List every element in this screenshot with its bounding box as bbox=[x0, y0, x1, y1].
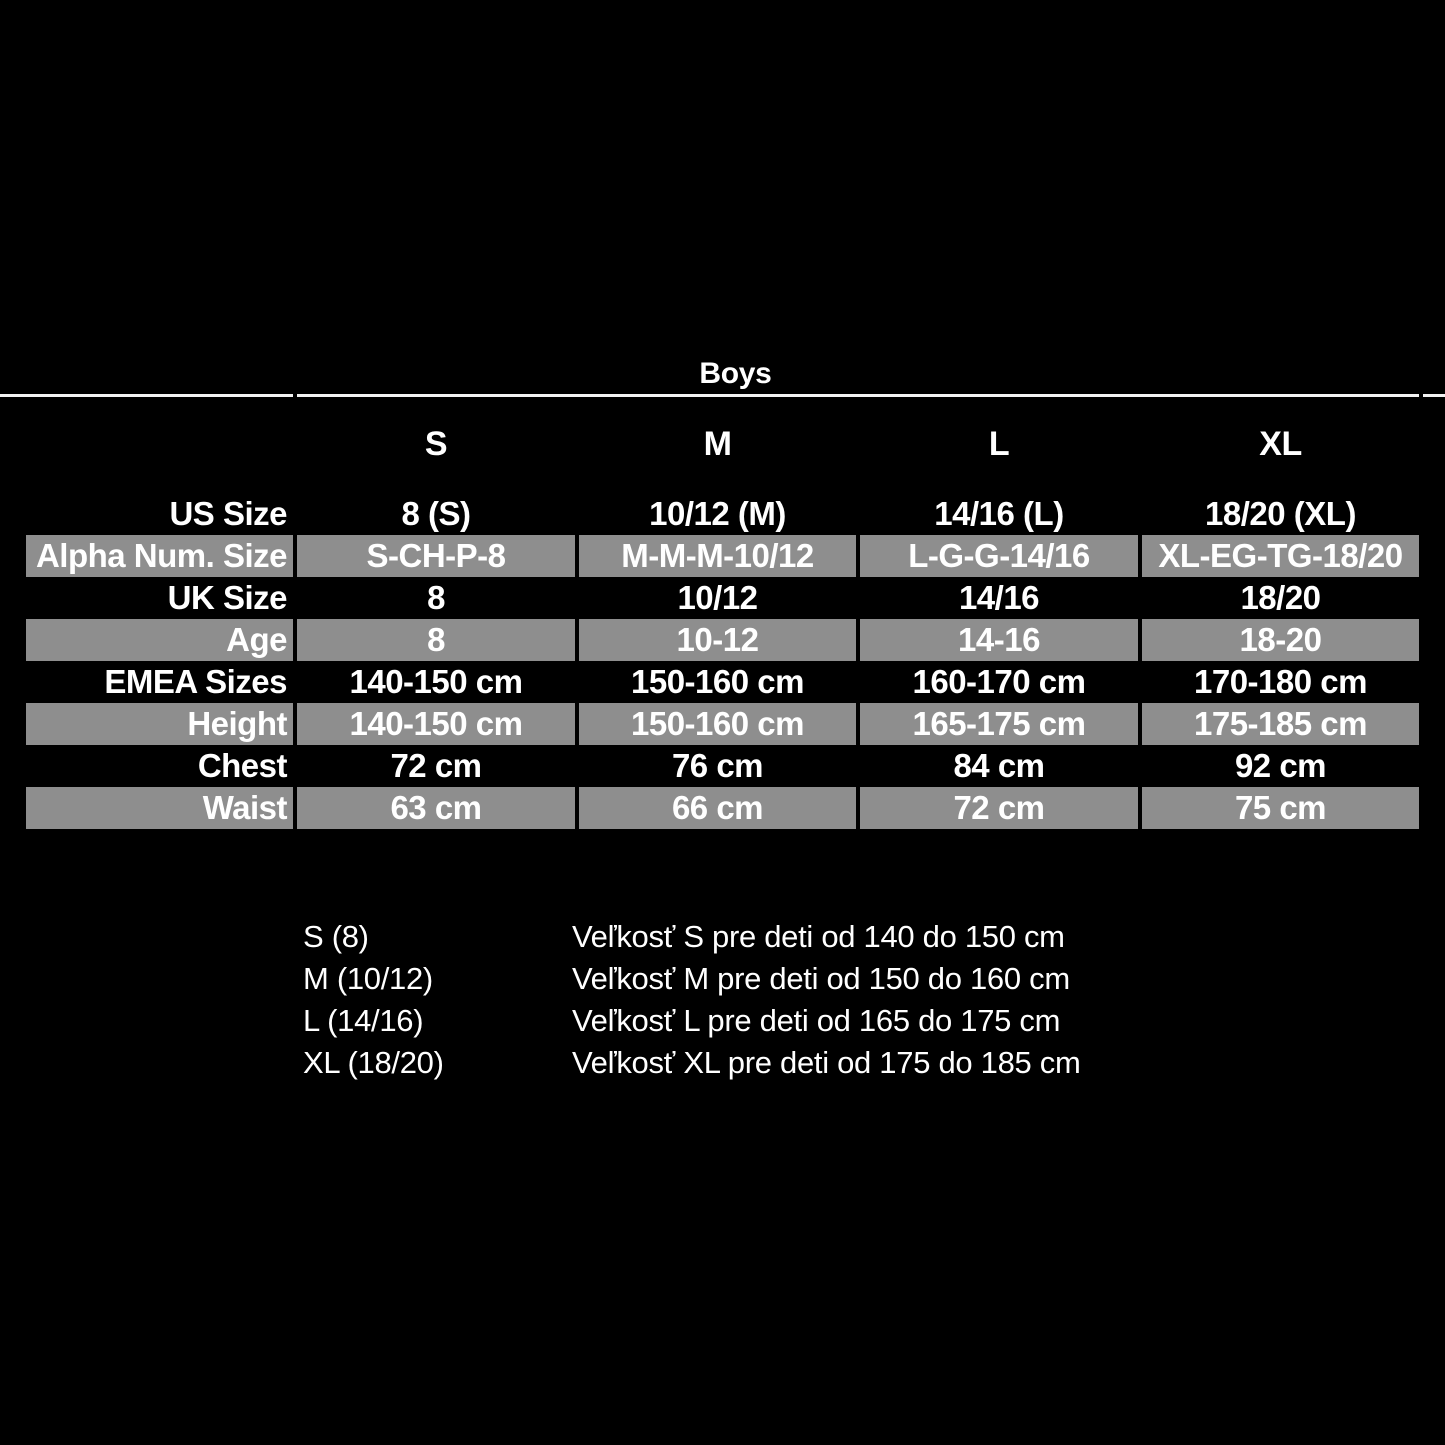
header-divider-right bbox=[1423, 394, 1445, 397]
legend-size-label: M (10/12) bbox=[303, 961, 433, 996]
table-cell: 175-185 cm bbox=[1142, 703, 1419, 745]
row-label: UK Size bbox=[167, 579, 287, 616]
table-cell: M-M-M-10/12 bbox=[579, 535, 856, 577]
table-cell: 72 cm bbox=[390, 747, 482, 784]
column-header-l: L bbox=[988, 425, 1010, 463]
table-cell: 170-180 cm bbox=[1194, 663, 1367, 700]
table-cell: L-G-G-14/16 bbox=[860, 535, 1138, 577]
column-header-spacer bbox=[26, 423, 293, 465]
table-cell: 75 cm bbox=[1142, 787, 1419, 829]
row-label: EMEA Sizes bbox=[104, 663, 287, 700]
row-label: Age bbox=[26, 619, 293, 661]
table-cell: 10/12 bbox=[677, 579, 758, 616]
table-cell: 160-170 cm bbox=[912, 663, 1086, 700]
legend-size-label: S (8) bbox=[303, 919, 369, 954]
table-cell: 10/12 (M) bbox=[649, 495, 786, 532]
row-label: Chest bbox=[197, 747, 287, 784]
legend-description: Veľkosť L pre deti od 165 do 175 cm bbox=[572, 1003, 1061, 1038]
table-cell: 18/20 bbox=[1240, 579, 1321, 616]
table-cell: 165-175 cm bbox=[860, 703, 1138, 745]
table-row-height bbox=[26, 703, 1419, 745]
header-divider-main bbox=[297, 394, 1419, 397]
table-cell: 63 cm bbox=[297, 787, 575, 829]
table-row-age bbox=[26, 619, 1419, 661]
legend-row bbox=[303, 1000, 1081, 1042]
legend-size-label: L (14/16) bbox=[303, 1003, 424, 1038]
table-cell: 150-160 cm bbox=[579, 703, 856, 745]
table-cell: 150-160 cm bbox=[631, 663, 804, 700]
table-cell: 8 bbox=[297, 619, 575, 661]
table-cell: 84 cm bbox=[953, 747, 1045, 784]
table-cell: 14-16 bbox=[860, 619, 1138, 661]
table-row-alpha-num-size bbox=[26, 535, 1419, 577]
table-cell: 72 cm bbox=[860, 787, 1138, 829]
legend-description: Veľkosť M pre deti od 150 do 160 cm bbox=[572, 961, 1070, 996]
table-cell: 76 cm bbox=[671, 747, 764, 784]
column-header-xl: XL bbox=[1259, 425, 1302, 463]
row-label: US Size bbox=[169, 495, 287, 532]
table-cell: 8 (S) bbox=[401, 495, 471, 532]
table-cell: 18/20 (XL) bbox=[1205, 495, 1356, 532]
column-header-row bbox=[26, 423, 1445, 465]
legend-description: Veľkosť S pre deti od 140 do 150 cm bbox=[572, 919, 1065, 954]
chart-title: Boys bbox=[699, 357, 772, 390]
column-header-m: M bbox=[703, 425, 732, 463]
legend-row bbox=[303, 916, 1081, 958]
table-row-uk-size bbox=[26, 577, 1419, 619]
table-cell: 92 cm bbox=[1234, 747, 1327, 784]
row-label: Alpha Num. Size bbox=[26, 535, 293, 577]
table-cell: S-CH-P-8 bbox=[297, 535, 575, 577]
table-cell: 140-150 cm bbox=[297, 703, 575, 745]
row-label: Waist bbox=[26, 787, 293, 829]
table-row-waist bbox=[26, 787, 1419, 829]
column-header-s: S bbox=[424, 425, 448, 463]
row-label: Height bbox=[26, 703, 293, 745]
legend-row bbox=[303, 1042, 1081, 1084]
table-cell: 10-12 bbox=[579, 619, 856, 661]
table-cell: 140-150 cm bbox=[349, 663, 523, 700]
table-row-chest bbox=[26, 745, 1419, 787]
header-divider-left bbox=[0, 394, 293, 397]
table-row-emea-sizes bbox=[26, 661, 1419, 703]
table-row-us-size bbox=[26, 493, 1419, 535]
table-cell: 8 bbox=[427, 579, 445, 616]
table-cell: XL-EG-TG-18/20 bbox=[1142, 535, 1419, 577]
size-table bbox=[0, 493, 1419, 829]
table-cell: 66 cm bbox=[579, 787, 856, 829]
legend bbox=[303, 916, 1081, 1084]
legend-size-label: XL (18/20) bbox=[303, 1045, 444, 1080]
table-cell: 14/16 bbox=[958, 579, 1040, 616]
legend-row bbox=[303, 958, 1081, 1000]
legend-description: Veľkosť XL pre deti od 175 do 185 cm bbox=[572, 1045, 1081, 1080]
table-cell: 14/16 (L) bbox=[934, 495, 1064, 532]
table-cell: 18-20 bbox=[1142, 619, 1419, 661]
